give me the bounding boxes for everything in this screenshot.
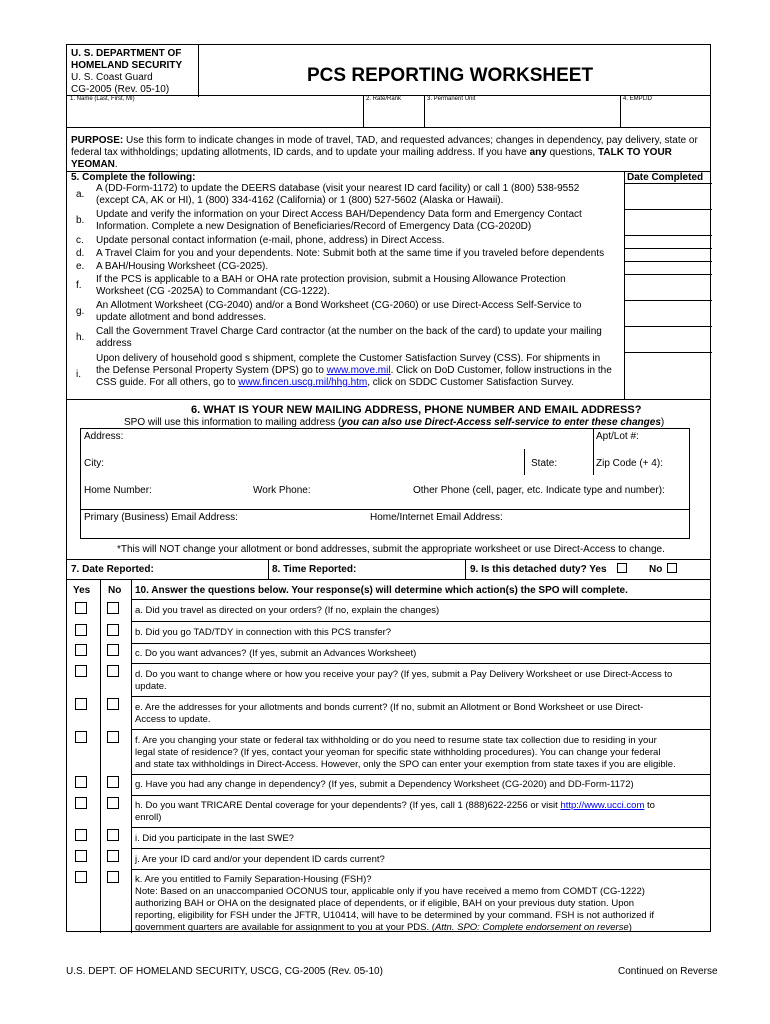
date-box-c[interactable] xyxy=(624,235,712,249)
item-line1: Update and verify the information on your Direct Access BAH/Dependency Data form and Emergency Contact xyxy=(96,209,582,220)
qc-no-checkbox[interactable] xyxy=(107,644,119,656)
question-d-line2: update. xyxy=(135,681,167,692)
detached-yes-checkbox[interactable] xyxy=(617,563,627,573)
agency-block xyxy=(67,45,199,97)
qe-no-checkbox[interactable] xyxy=(107,698,119,710)
question-k-line3: authorizing BAH or OHA on the designated place of dependents, or if eligible, BAH on your previous duty station. Upon xyxy=(135,898,635,909)
date-box-f[interactable] xyxy=(624,274,712,301)
rate-rank-input[interactable] xyxy=(364,103,423,127)
yes-column-header: Yes xyxy=(73,585,91,596)
qa-no-checkbox[interactable] xyxy=(107,602,119,614)
qh-no-checkbox[interactable] xyxy=(107,797,119,809)
item-i-line2a: the Defense Personal Property System (DPS) go to xyxy=(96,365,327,376)
qc-yes-checkbox[interactable] xyxy=(75,644,87,656)
city-label: City: xyxy=(84,458,104,469)
primary-email-label: Primary (Business) Email Address: xyxy=(84,512,238,523)
item-line1: Call the Government Travel Charge Card contractor (at the number on the back of the card) to update your mailing xyxy=(96,326,602,337)
qi-yes-checkbox[interactable] xyxy=(75,829,87,841)
question-h-line1b: to xyxy=(644,800,655,811)
item-letter: f. xyxy=(76,280,82,291)
question-k-line5a: government quarters are available for assignment to you at your PDS. ( xyxy=(135,922,435,933)
qg-yes-checkbox[interactable] xyxy=(75,776,87,788)
item-line1: A Travel Claim for you and your dependents. Note: Submit both at the same time if you traveled before dependents xyxy=(96,248,605,259)
purpose-line2a: federal tax withholdings; updating allotments, ID cards, and to update your mailing address. If you have xyxy=(71,147,530,158)
qa-yes-checkbox[interactable] xyxy=(75,602,87,614)
qb-no-checkbox[interactable] xyxy=(107,624,119,636)
section6-sub-c: ) xyxy=(660,417,665,428)
no-column-header: No xyxy=(108,585,122,596)
question-k-line4: reporting, eligibility for FSH under the JFTR, U10414, will have to be determined by your command. FSH is not authorized if xyxy=(135,910,655,921)
item-i-line3a: CSS guide. For all others, go to xyxy=(96,377,239,388)
date-box-h[interactable] xyxy=(624,326,712,353)
question-e xyxy=(135,702,709,726)
item-letter: b. xyxy=(76,215,85,226)
item-letter: e. xyxy=(76,261,85,272)
question-k-line5b: Attn. SPO: Complete endorsement on reverse xyxy=(434,922,629,933)
emplid-field-label: 4. EMPLID xyxy=(623,96,653,102)
item-line1: If the PCS is applicable to a BAH or OHA rate protection provision, submit a Housing Allowance Protection xyxy=(96,274,566,285)
item-line1: A BAH/Housing Worksheet (CG-2025). xyxy=(96,261,269,272)
home-number-label: Home Number: xyxy=(84,485,152,496)
question-k-line2: Note: Based on an unaccompanied OCONUS tour, applicable only if you have received a memo from COMDT (CG-1222) xyxy=(135,886,645,897)
other-phone-label: Other Phone (cell, pager, etc. Indicate type and number): xyxy=(413,485,665,496)
city-input[interactable] xyxy=(111,457,521,471)
fincen-link[interactable]: www.fincen.uscg.mil/hhg.htm xyxy=(238,377,368,388)
item-i-line1: Upon delivery of household good s shipment, complete the Customer Satisfaction Survey (CSS). For shipments in xyxy=(96,353,601,364)
rate-rank-field-label: 2. Rate/Rank xyxy=(366,96,402,102)
question-i: i. Did you participate in the last SWE? xyxy=(135,833,294,844)
item-line2: (except CA, AK or HI), 1 (800) 334-4162 (California) or 1 (800) 527-5602 (Alaska or Hawaii). xyxy=(96,195,504,206)
qk-yes-checkbox[interactable] xyxy=(75,871,87,883)
question-d-line1: d. Do you want to change where or how you receive your pay? (If yes, submit a Pay Delivery Worksheet or use Direct-Access to xyxy=(135,669,673,680)
qj-yes-checkbox[interactable] xyxy=(75,850,87,862)
name-input[interactable] xyxy=(67,103,362,127)
purpose-talk: TALK TO YOUR xyxy=(598,147,672,158)
form-number: CG-2005 (Rev. 05-10) xyxy=(71,84,170,95)
permanent-unit-input[interactable] xyxy=(425,103,619,127)
qj-no-checkbox[interactable] xyxy=(107,850,119,862)
item-line2: update allotment and bond addresses. xyxy=(96,312,267,323)
section6-sub-a: SPO will use this information to mailing address ( xyxy=(124,417,342,428)
question-h xyxy=(135,800,709,824)
item-line1: An Allotment Worksheet (CG-2040) and/or a Bond Worksheet (CG-2060) or use Direct-Access Self-Service to xyxy=(96,300,582,311)
section6-note: *This will NOT change your allotment or bond addresses, submit the appropriate worksheet or use Direct-Access to change. xyxy=(117,544,665,555)
date-box-i[interactable] xyxy=(624,352,712,399)
date-box-e[interactable] xyxy=(624,261,712,275)
item-i-line3b: , click on SDDC Customer Satisfaction Survey. xyxy=(367,377,574,388)
detached-no-label: No xyxy=(649,564,663,575)
item-letter: g. xyxy=(76,306,85,317)
section5-title: 5. Complete the following: xyxy=(71,172,196,183)
item-line2: address xyxy=(96,338,132,349)
home-email-label: Home/Internet Email Address: xyxy=(370,512,503,523)
form-title: PCS REPORTING WORKSHEET xyxy=(307,65,594,86)
agency-line1: U. S. DEPARTMENT OF xyxy=(71,48,182,59)
item-line1: Update personal contact information (e-mail, phone, address) in Direct Access. xyxy=(96,235,445,246)
zip-label: Zip Code (+ 4): xyxy=(596,458,663,469)
move-mil-link[interactable]: www.move.mil xyxy=(326,365,391,376)
date-reported-label: 7. Date Reported: xyxy=(71,564,154,575)
qi-no-checkbox[interactable] xyxy=(107,829,119,841)
address-input[interactable] xyxy=(131,430,591,442)
detached-duty-label: 9. Is this detached duty? Yes xyxy=(470,564,607,575)
name-field-label: 1. Name (Last, First, MI) xyxy=(70,96,135,102)
question-g: g. Have you had any change in dependency? (If yes, submit a Dependency Worksheet (CG-2020) and DD-Form-1172) xyxy=(135,779,634,790)
item-line2: Worksheet (CG -2025A) to Commandant (CG-1222). xyxy=(96,286,330,297)
qg-no-checkbox[interactable] xyxy=(107,776,119,788)
item-letter: d. xyxy=(76,248,85,259)
date-box-g[interactable] xyxy=(624,300,712,327)
item-letter: c. xyxy=(76,235,84,246)
date-box-b[interactable] xyxy=(624,209,712,236)
footer-form-id: U.S. DEPT. OF HOMELAND SECURITY, USCG, CG-2005 (Rev. 05-10) xyxy=(66,966,383,977)
qd-yes-checkbox[interactable] xyxy=(75,665,87,677)
question-d xyxy=(135,669,709,693)
question-b: b. Did you go TAD/TDY in connection with this PCS transfer? xyxy=(135,627,392,638)
qf-yes-checkbox[interactable] xyxy=(75,731,87,743)
purpose-any: any xyxy=(529,147,547,158)
footer-continued: Continued on Reverse xyxy=(618,966,718,977)
item-i-line2b: . Click on DoD Customer, follow instructions in the xyxy=(390,365,612,376)
question-f xyxy=(135,735,709,771)
question-c: c. Do you want advances? (If yes, submit an Advances Worksheet) xyxy=(135,648,417,659)
address-label: Address: xyxy=(84,431,124,442)
question-k xyxy=(135,874,709,934)
item-line2: Information. Complete a new Designation of Beneficiaries/Record of Emergency Data (CG-2020D) xyxy=(96,221,532,232)
question-f-line2: legal state of residence? (If yes, contact your yeoman for specific state withholding procedures). You can change your federal xyxy=(135,747,661,758)
question-h-line1a: h. Do you want TRICARE Dental coverage for your dependents? (If yes, call 1 (888)622-2256 or visit xyxy=(135,800,561,811)
question-f-line3: and state tax withholdings in Direct-Access. However, only the SPO can enter your exemption from state taxes if you are eligible. xyxy=(135,759,676,770)
qd-no-checkbox[interactable] xyxy=(107,665,119,677)
question-k-line5c: ) xyxy=(628,922,632,933)
pcs-form xyxy=(66,44,711,932)
question-f-line1: f. Are you changing your state or federal tax withholding or do you need to resume state tax collection due to residing in your xyxy=(135,735,657,746)
qf-no-checkbox[interactable] xyxy=(107,731,119,743)
permanent-unit-field-label: 3. Permanent Unit xyxy=(427,96,476,102)
ucci-link[interactable]: http://www.ucci.com xyxy=(560,800,645,811)
item-letter: a. xyxy=(76,189,85,200)
question-e-line1: e. Are the addresses for your allotments and bonds current? (If no, submit an Allotment or Bond Worksheet or use Direct- xyxy=(135,702,644,713)
question-h-line2: enroll) xyxy=(135,812,162,823)
agency-line3: U. S. Coast Guard xyxy=(71,72,153,83)
question-j: j. Are your ID card and/or your dependent ID cards current? xyxy=(135,854,385,865)
date-box-a[interactable] xyxy=(624,183,712,210)
address-box xyxy=(80,428,690,539)
detached-no-checkbox[interactable] xyxy=(667,563,677,573)
question-a: a. Did you travel as directed on your orders? (If no, explain the changes) xyxy=(135,605,440,616)
question-k-line1: k. Are you entitled to Family Separation-Housing (FSH)? xyxy=(135,874,372,885)
purpose-label: PURPOSE: xyxy=(71,135,124,146)
purpose-line2c: questions, xyxy=(546,147,598,158)
item-letter: h. xyxy=(76,332,85,343)
time-reported-label: 8. Time Reported: xyxy=(272,564,357,575)
date-completed-header: Date Completed xyxy=(627,172,704,183)
section6-title: 6. WHAT IS YOUR NEW MAILING ADDRESS, PHONE NUMBER AND EMAIL ADDRESS? xyxy=(191,404,642,416)
qe-yes-checkbox[interactable] xyxy=(75,698,87,710)
qb-yes-checkbox[interactable] xyxy=(75,624,87,636)
purpose-period: . xyxy=(114,159,118,170)
question-e-line2: Access to update. xyxy=(135,714,211,725)
work-phone-label: Work Phone: xyxy=(253,485,311,496)
section10-title: 10. Answer the questions below. Your response(s) will determine which action(s) the SPO will complete. xyxy=(135,585,628,596)
emplid-input[interactable] xyxy=(621,103,711,127)
qk-no-checkbox[interactable] xyxy=(107,871,119,883)
apt-label: Apt/Lot #: xyxy=(596,431,639,442)
state-label: State: xyxy=(531,458,558,469)
purpose-line1: Use this form to indicate changes in mode of travel, TAD, and requested advances; changes in dependency, pay delivery, state or xyxy=(126,135,698,146)
date-box-d[interactable] xyxy=(624,248,712,262)
item-line1: A (DD-Form-1172) to update the DEERS database (visit your nearest ID card facility) or call 1 (800) 538-9552 xyxy=(96,183,580,194)
section6-sub-b: you can also use Direct-Access self-service to enter these changes xyxy=(341,417,661,428)
qh-yes-checkbox[interactable] xyxy=(75,797,87,809)
agency-line2: HOMELAND SECURITY xyxy=(71,60,183,71)
purpose-yeoman: YEOMAN xyxy=(71,159,115,170)
item-i-letter: i. xyxy=(76,369,81,380)
